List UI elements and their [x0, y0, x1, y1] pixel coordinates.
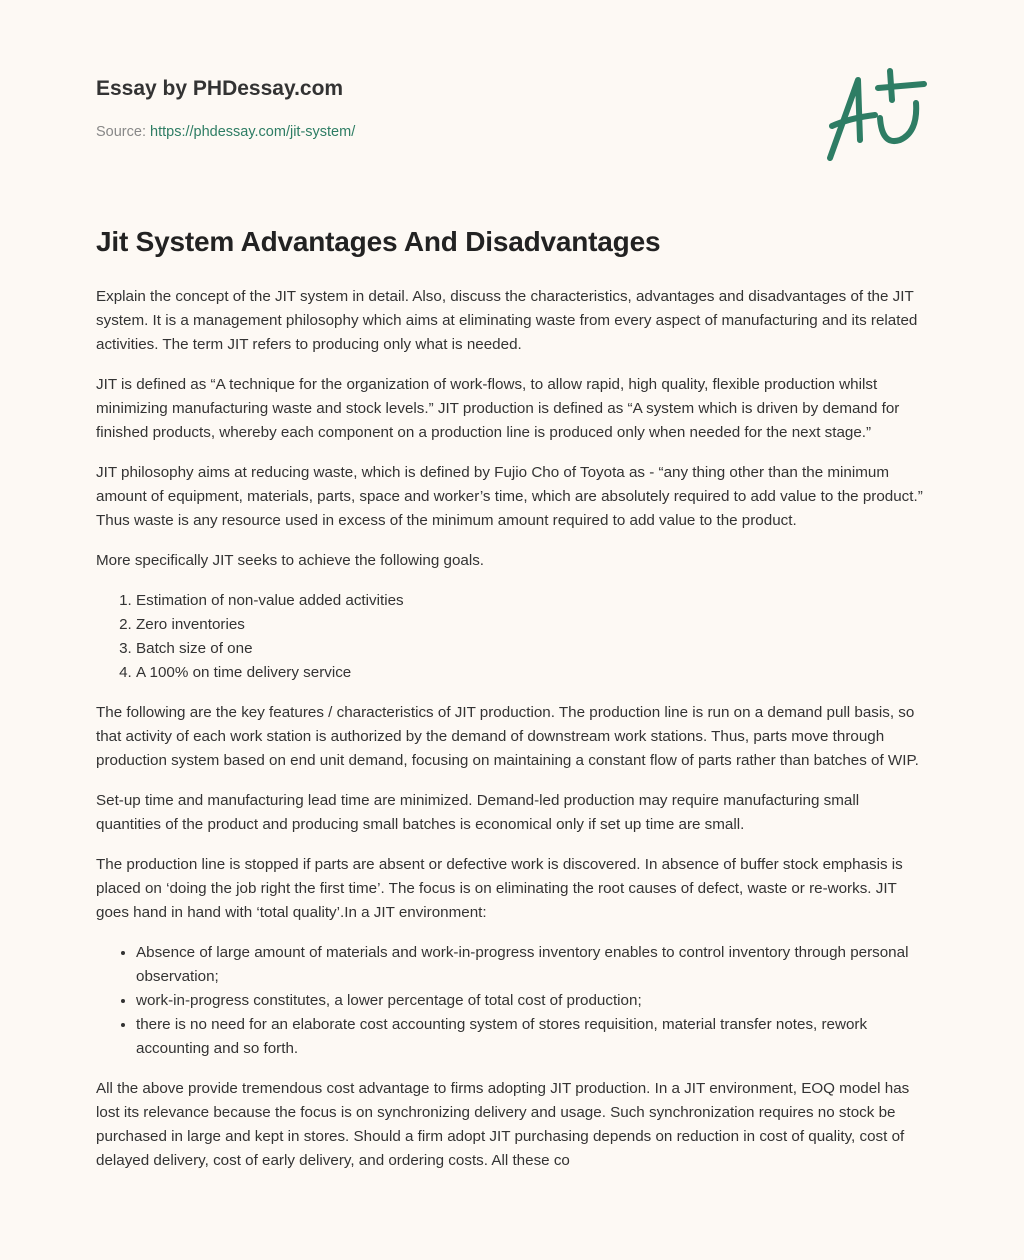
list-item: • Absence of large amount of materials and work-in-progress inventory enables to control inventory through personal observation; [136, 941, 926, 989]
list-item: • work-in-progress constitutes, a lower percentage of total cost of production; [136, 989, 926, 1013]
essay-title: Jit System Advantages And Disadvantages [96, 226, 661, 257]
list-item: 4. A 100% on time delivery service [136, 661, 926, 685]
site-title: Essay by PHDessay.com [96, 77, 344, 100]
list-item: 1. Estimation of non-value added activities [136, 589, 926, 613]
features-list [96, 941, 926, 1061]
essay-body [96, 285, 926, 1189]
list-item: • there is no need for an elaborate cost accounting system of stores requisition, material transfer notes, rework accounting and so forth. [136, 1013, 926, 1061]
paragraph: The production line is stopped if parts are absent or defective work is discovered. In absence of buffer stock emphasis is placed on ‘doing the job right the first time’. The focus is on eliminating the root causes of defect, waste or re-works. JIT goes hand in hand with ‘total quality’.In a JIT environment: [96, 856, 903, 921]
paragraph: The following are the key features / characteristics of JIT production. The production line is run on a demand pull basis, so that activity of each work station is authorized by the demand of downstream work stations. Thus, parts move through production system based on end unit demand, focusing on maintaining a constant flow of parts rather than batches of WIP. [96, 704, 919, 769]
list-item: 3. Batch size of one [136, 637, 926, 661]
source-label: Source: [96, 124, 146, 140]
paragraph: Set-up time and manufacturing lead time are minimized. Demand-led production may require manufacturing small quantities of the product and producing small batches is economical only if set up time are small. [96, 792, 860, 833]
paragraph: JIT is defined as “A technique for the organization of work-flows, to allow rapid, high quality, flexible production whilst minimizing manufacturing waste and stock levels.” JIT production is defined as “A system which is driven by demand for finished products, whereby each component on a production line is produced only when needed for the next stage.” [96, 376, 900, 441]
list-item: 2. Zero inventories [136, 613, 926, 637]
paragraph: Explain the concept of the JIT system in detail. Also, discuss the characteristics, advantages and disadvantages of the JIT system. It is a management philosophy which aims at eliminating waste from every aspect of manufacturing and its related activities. The term JIT refers to producing only what is needed. [96, 288, 918, 353]
source-link[interactable]: https://phdessay.com/jit-system/ [150, 124, 356, 140]
goals-list [96, 589, 926, 685]
source-line [96, 124, 355, 140]
paragraph: All the above provide tremendous cost advantage to firms adopting JIT production. In a JIT environment, EOQ model has lost its relevance because the focus is on synchronizing delivery and usage. Such synchronization requires no stock be purchased in large and kept in stores. Should a firm adopt JIT purchasing depends on reduction in cost of quality, cost of delayed delivery, cost of early delivery, and ordering costs. All these co [96, 1080, 910, 1169]
paragraph: More specifically JIT seeks to achieve the following goals. [96, 552, 485, 569]
paragraph: JIT philosophy aims at reducing waste, which is defined by Fujio Cho of Toyota as - “any thing other than the minimum amount of equipment, materials, parts, space and worker’s time, which are absolutely required to add value to the product.” Thus waste is any resource used in excess of the minimum amount required to add value to the product. [96, 464, 923, 529]
a-plus-logo-icon [820, 68, 930, 168]
